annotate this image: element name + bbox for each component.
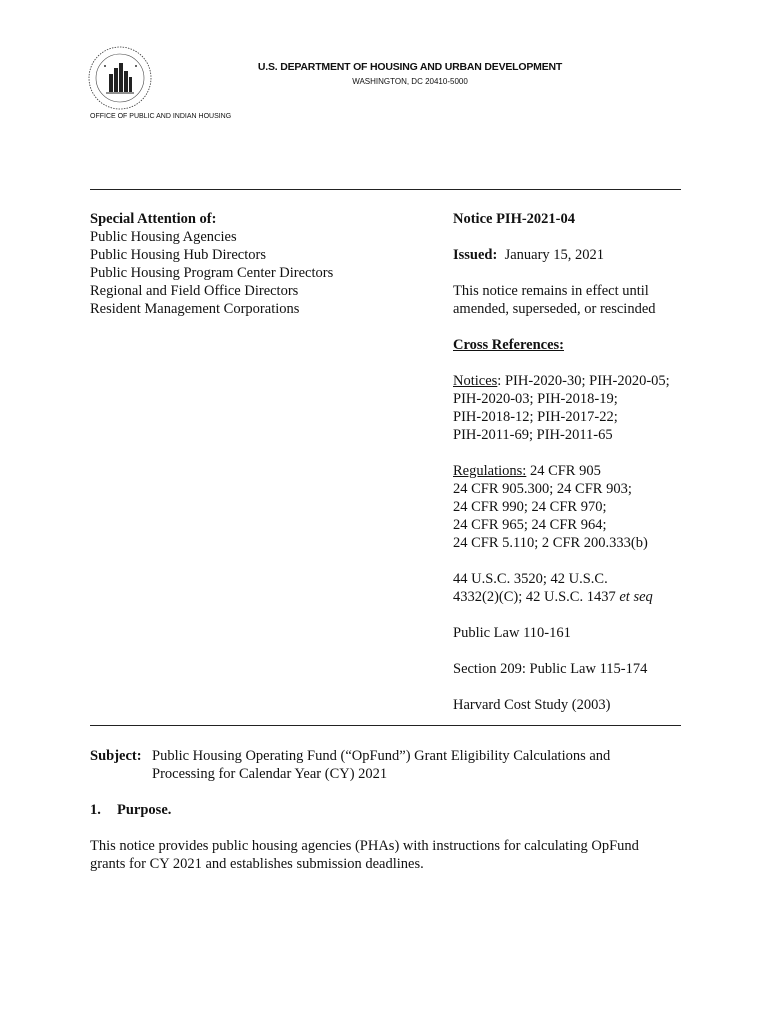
section-209: Section 209: Public Law 115-174: [453, 661, 648, 677]
regulations-label: Regulations:: [453, 463, 527, 479]
purpose-paragraph: [90, 837, 680, 873]
regulations-line: [453, 462, 713, 480]
notice-block: [453, 210, 713, 714]
notices-text: : PIH-2020-30; PIH-2020-05;: [497, 373, 670, 389]
subject-line: Processing for Calendar Year (CY) 2021: [152, 766, 388, 782]
public-law: Public Law 110-161: [453, 625, 571, 641]
recipient-item: Public Housing Hub Directors: [90, 247, 266, 263]
agency-name: U.S. DEPARTMENT OF HOUSING AND URBAN DEVELOPMENT: [257, 61, 563, 73]
attention-heading: Special Attention of:: [90, 211, 217, 227]
subject-label: Subject:: [90, 748, 142, 764]
subject-block: [90, 747, 680, 783]
issued-date: January 15, 2021: [504, 247, 605, 263]
subject-line: Public Housing Operating Fund (“OpFund”) Grant Eligibility Calculations and: [152, 748, 611, 764]
effect-line: amended, superseded, or rescinded: [453, 301, 656, 317]
issued-line: [453, 246, 713, 264]
cross-references-heading: Cross References:: [453, 337, 564, 353]
effect-line: This notice remains in effect until: [453, 283, 649, 299]
regulations-line: 24 CFR 965; 24 CFR 964;: [453, 517, 607, 533]
notices-line: PIH-2020-03; PIH-2018-19;: [453, 391, 618, 407]
regulations-line: 24 CFR 905.300; 24 CFR 903;: [453, 481, 632, 497]
purpose-heading: [90, 801, 171, 819]
section-number: 1.: [90, 802, 101, 818]
regulations-line: 24 CFR 990; 24 CFR 970;: [453, 499, 607, 515]
notices-line: PIH-2011-69; PIH-2011-65: [453, 427, 613, 443]
recipient-item: Public Housing Program Center Directors: [90, 265, 334, 281]
bottom-divider: [90, 725, 681, 726]
recipient-item: Regional and Field Office Directors: [90, 283, 299, 299]
recipient-item: Public Housing Agencies: [90, 229, 237, 245]
issued-label: Issued:: [453, 247, 498, 263]
paragraph-line: This notice provides public housing agencies (PHAs) with instructions for calculating OpFund: [90, 838, 639, 854]
office-name: OFFICE OF PUBLIC AND INDIAN HOUSING: [90, 113, 232, 120]
section-title: Purpose.: [117, 802, 172, 818]
recipient-item: Resident Management Corporations: [90, 301, 300, 317]
notices-line: PIH-2018-12; PIH-2017-22;: [453, 409, 618, 425]
et-seq: et seq: [619, 589, 653, 605]
regulations-line: 24 CFR 5.110; 2 CFR 200.333(b): [453, 535, 648, 551]
notice-number: Notice PIH-2021-04: [453, 211, 576, 227]
notices-line: [453, 372, 713, 390]
paragraph-line: grants for CY 2021 and establishes submission deadlines.: [90, 856, 424, 872]
hud-seal-icon: [86, 44, 154, 112]
usc-text: 4332(2)(C); 42 U.S.C. 1437: [453, 589, 620, 605]
regulations-text: 24 CFR 905: [526, 463, 601, 479]
attention-block: [90, 210, 430, 318]
usc-line: [453, 588, 713, 606]
notices-label: Notices: [453, 373, 498, 389]
usc-line: 44 U.S.C. 3520; 42 U.S.C.: [453, 571, 608, 587]
agency-address: WASHINGTON, DC 20410-5000: [352, 77, 468, 86]
top-divider: [90, 189, 681, 190]
harvard-study: Harvard Cost Study (2003): [453, 697, 611, 713]
